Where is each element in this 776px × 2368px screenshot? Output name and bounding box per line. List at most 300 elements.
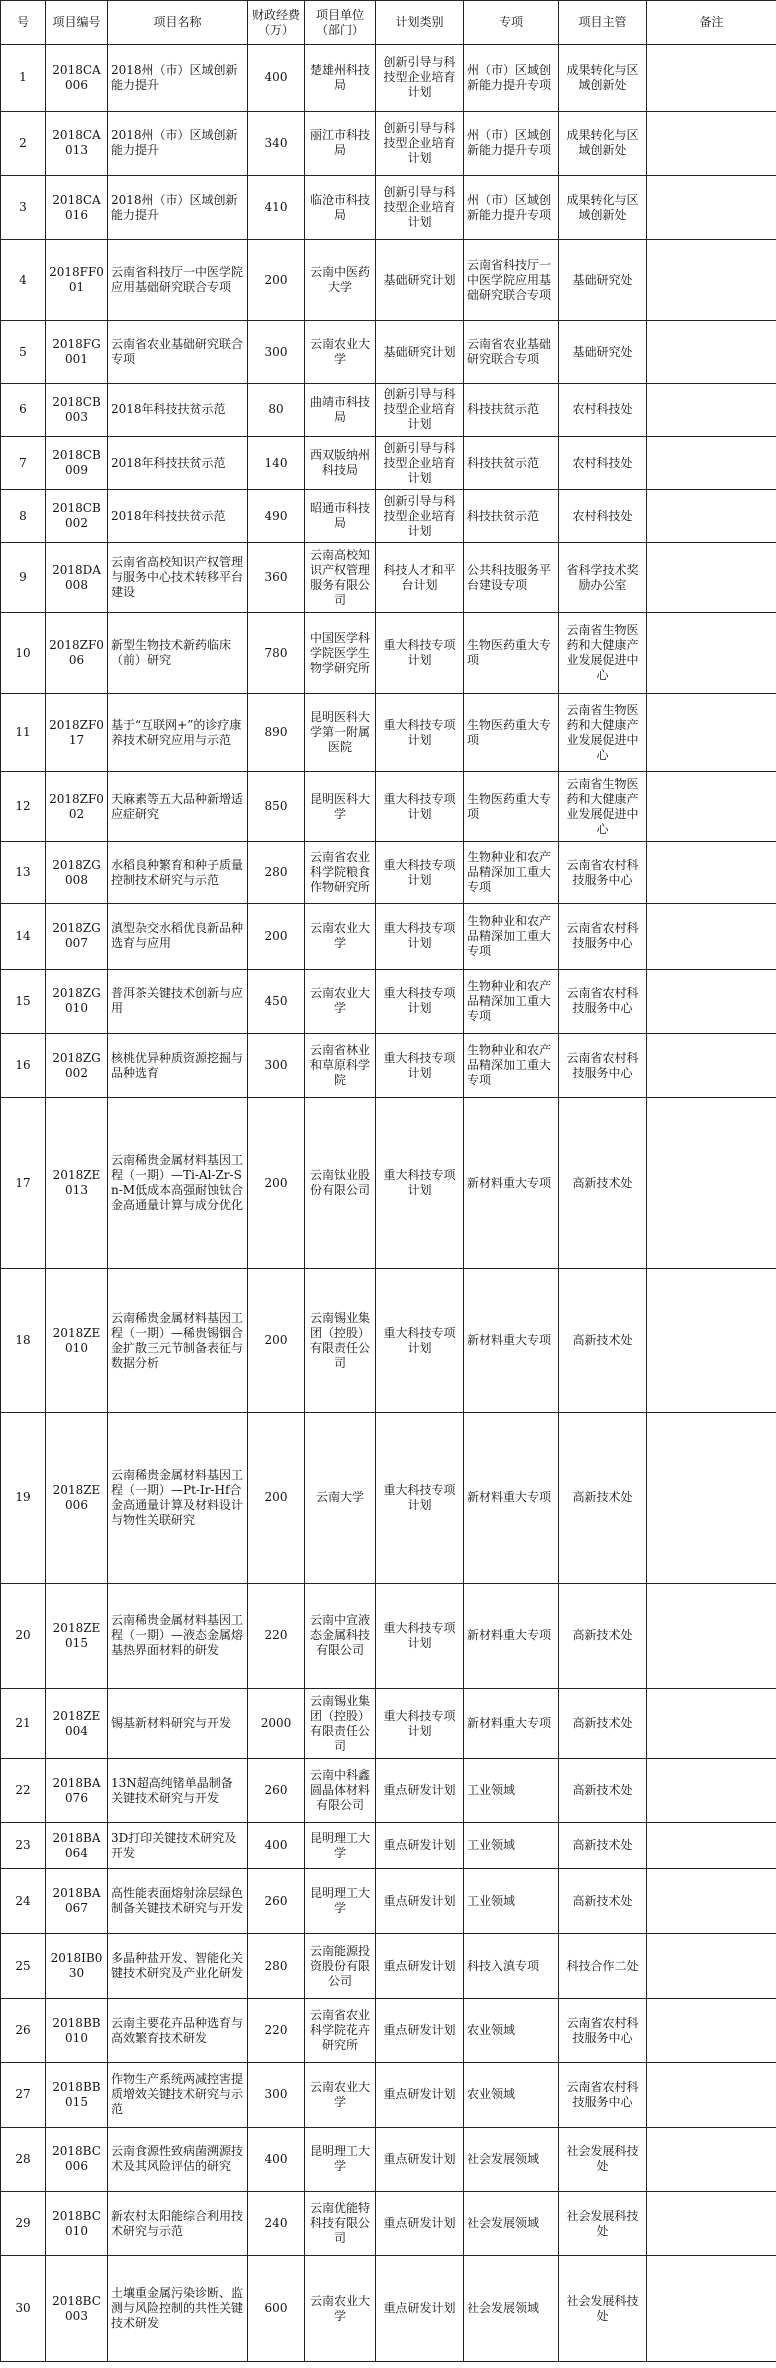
project-unit: 昭通市科技局	[305, 490, 376, 543]
remarks	[647, 772, 776, 842]
special-program: 生物医药重大专项	[464, 694, 559, 772]
project-name: 2018年科技扶贫示范	[108, 490, 248, 543]
table-row	[1, 1034, 776, 1098]
funding-amount: 490	[248, 490, 305, 543]
remarks	[647, 1583, 776, 1688]
plan-category: 重点研发计划	[376, 2256, 464, 2362]
project-code: 2018CB009	[46, 436, 108, 489]
project-name: 2018年科技扶贫示范	[108, 383, 248, 436]
project-name: 云南稀贵金属材料基因工程（一期）—Pt-Ir-Hf合金高通量计算及材料设计与物性关联研究	[108, 1412, 248, 1583]
special-program: 云南省农业基础研究联合专项	[464, 321, 559, 383]
project-name: 2018州（市）区域创新能力提升	[108, 45, 248, 112]
remarks	[647, 2127, 776, 2191]
project-code: 2018DA008	[46, 543, 108, 613]
project-unit: 云南省林业和草原科学院	[305, 1034, 376, 1098]
project-name: 滇型杂交水稻优良新品种选育与应用	[108, 904, 248, 970]
row-index: 12	[1, 772, 46, 842]
funding-amount: 300	[248, 321, 305, 383]
plan-category: 重点研发计划	[376, 2127, 464, 2191]
remarks	[647, 1034, 776, 1098]
project-name: 新农村太阳能综合利用技术研究与示范	[108, 2191, 248, 2255]
project-unit: 云南能源投资股份有限公司	[305, 1934, 376, 1998]
special-program: 生物种业和农产品精深加工重大专项	[464, 904, 559, 970]
table-row	[1, 904, 776, 970]
project-supervisor: 农村科技处	[559, 383, 647, 436]
special-program: 州（市）区域创新能力提升专项	[464, 176, 559, 240]
project-unit: 丽江市科技局	[305, 111, 376, 175]
table-row	[1, 969, 776, 1033]
remarks	[647, 383, 776, 436]
project-code: 2018CB002	[46, 490, 108, 543]
special-program: 生物种业和农产品精深加工重大专项	[464, 1034, 559, 1098]
table-row	[1, 1998, 776, 2062]
special-program: 新材料重大专项	[464, 1098, 559, 1269]
project-code: 2018ZG010	[46, 969, 108, 1033]
row-index: 11	[1, 694, 46, 772]
remarks	[647, 969, 776, 1033]
project-code: 2018ZE004	[46, 1689, 108, 1759]
table-row	[1, 321, 776, 383]
funding-amount: 280	[248, 1934, 305, 1998]
funding-amount: 410	[248, 176, 305, 240]
plan-category: 重大科技专项计划	[376, 772, 464, 842]
special-program: 农业领域	[464, 1998, 559, 2062]
project-supervisor: 基础研究处	[559, 321, 647, 383]
funding-amount: 260	[248, 1759, 305, 1823]
funding-amount: 140	[248, 436, 305, 489]
funding-amount: 260	[248, 1868, 305, 1934]
funding-amount: 2000	[248, 1689, 305, 1759]
project-name: 2018州（市）区域创新能力提升	[108, 176, 248, 240]
table-row	[1, 2127, 776, 2191]
remarks	[647, 490, 776, 543]
table-row	[1, 842, 776, 904]
funding-amount: 400	[248, 1823, 305, 1869]
funding-amount: 200	[248, 1412, 305, 1583]
plan-category: 创新引导与科技型企业培育计划	[376, 45, 464, 112]
plan-category: 科技人才和平台计划	[376, 543, 464, 613]
special-program: 科技扶贫示范	[464, 436, 559, 489]
row-index: 22	[1, 1759, 46, 1823]
project-unit: 云南农业大学	[305, 969, 376, 1033]
plan-category: 重点研发计划	[376, 1759, 464, 1823]
project-name: 普洱茶关键技术创新与应用	[108, 969, 248, 1033]
table-header-row	[1, 1, 776, 45]
remarks	[647, 436, 776, 489]
plan-category: 重点研发计划	[376, 1934, 464, 1998]
remarks	[647, 240, 776, 321]
special-program: 社会发展领域	[464, 2127, 559, 2191]
table-row	[1, 1583, 776, 1688]
table-row	[1, 543, 776, 613]
remarks	[647, 1412, 776, 1583]
header-project-code: 项目编号	[46, 1, 108, 45]
table-row	[1, 240, 776, 321]
special-program: 生物种业和农产品精深加工重大专项	[464, 969, 559, 1033]
row-index: 7	[1, 436, 46, 489]
header-funding: 财政经费（万）	[248, 1, 305, 45]
project-name: 云南稀贵金属材料基因工程（一期）—液态金属熔基热界面材料的研发	[108, 1583, 248, 1688]
project-supervisor: 高新技术处	[559, 1583, 647, 1688]
project-name: 云南省农业基础研究联合专项	[108, 321, 248, 383]
funding-amount: 360	[248, 543, 305, 613]
project-supervisor: 云南省生物医药和大健康产业发展促进中心	[559, 694, 647, 772]
plan-category: 重大科技专项计划	[376, 694, 464, 772]
row-index: 30	[1, 2256, 46, 2362]
remarks	[647, 1823, 776, 1869]
special-program: 生物医药重大专项	[464, 613, 559, 694]
project-supervisor: 成果转化与区域创新处	[559, 176, 647, 240]
project-name: 锡基新材料研究与开发	[108, 1689, 248, 1759]
funding-amount: 600	[248, 2256, 305, 2362]
header-supervisor: 项目主管	[559, 1, 647, 45]
project-code: 2018FG001	[46, 321, 108, 383]
table-row	[1, 2191, 776, 2255]
project-unit: 云南中科鑫圆晶体材料有限公司	[305, 1759, 376, 1823]
table-row	[1, 1098, 776, 1269]
project-unit: 云南农业大学	[305, 904, 376, 970]
row-index: 24	[1, 1868, 46, 1934]
project-unit: 云南中宣液态金属科技有限公司	[305, 1583, 376, 1688]
special-program: 云南省科技厅一中医学院应用基础研究联合专项	[464, 240, 559, 321]
plan-category: 重大科技专项计划	[376, 1269, 464, 1412]
remarks	[647, 2256, 776, 2362]
special-program: 生物种业和农产品精深加工重大专项	[464, 842, 559, 904]
plan-category: 重点研发计划	[376, 2191, 464, 2255]
project-supervisor: 云南省农村科技服务中心	[559, 904, 647, 970]
funding-amount: 280	[248, 842, 305, 904]
plan-category: 重大科技专项计划	[376, 969, 464, 1033]
row-index: 20	[1, 1583, 46, 1688]
plan-category: 创新引导与科技型企业培育计划	[376, 176, 464, 240]
project-code: 2018ZE013	[46, 1098, 108, 1269]
project-supervisor: 社会发展科技处	[559, 2191, 647, 2255]
funding-amount: 400	[248, 45, 305, 112]
plan-category: 重大科技专项计划	[376, 842, 464, 904]
plan-category: 重大科技专项计划	[376, 904, 464, 970]
project-code: 2018FF001	[46, 240, 108, 321]
plan-category: 重点研发计划	[376, 1868, 464, 1934]
project-unit: 云南省农业科学院花卉研究所	[305, 1998, 376, 2062]
funding-amount: 850	[248, 772, 305, 842]
project-unit: 楚雄州科技局	[305, 45, 376, 112]
project-unit: 临沧市科技局	[305, 176, 376, 240]
funding-amount: 220	[248, 1583, 305, 1688]
project-supervisor: 基础研究处	[559, 240, 647, 321]
remarks	[647, 904, 776, 970]
funding-amount: 200	[248, 904, 305, 970]
project-supervisor: 高新技术处	[559, 1759, 647, 1823]
plan-category: 基础研究计划	[376, 321, 464, 383]
plan-category: 重点研发计划	[376, 1823, 464, 1869]
table-row	[1, 490, 776, 543]
project-name: 基于“互联网+”的诊疗康养技术研究应用与示范	[108, 694, 248, 772]
table-row	[1, 436, 776, 489]
project-supervisor: 高新技术处	[559, 1868, 647, 1934]
funding-amount: 780	[248, 613, 305, 694]
project-unit: 云南农业大学	[305, 2063, 376, 2127]
project-code: 2018BA064	[46, 1823, 108, 1869]
row-index: 26	[1, 1998, 46, 2062]
project-unit: 曲靖市科技局	[305, 383, 376, 436]
row-index: 4	[1, 240, 46, 321]
project-unit: 云南农业大学	[305, 2256, 376, 2362]
funding-amount: 200	[248, 1098, 305, 1269]
row-index: 25	[1, 1934, 46, 1998]
row-index: 6	[1, 383, 46, 436]
project-name: 3D打印关键技术研究及开发	[108, 1823, 248, 1869]
project-name: 新型生物技术新药临床（前）研究	[108, 613, 248, 694]
project-name: 高性能表面熔射涂层绿色制备关键技术研究与开发	[108, 1868, 248, 1934]
table-row	[1, 2063, 776, 2127]
project-unit: 云南大学	[305, 1412, 376, 1583]
project-code: 2018BC003	[46, 2256, 108, 2362]
project-code: 2018ZF017	[46, 694, 108, 772]
row-index: 10	[1, 613, 46, 694]
row-index: 27	[1, 2063, 46, 2127]
special-program: 生物医药重大专项	[464, 772, 559, 842]
project-code: 2018BA067	[46, 1868, 108, 1934]
funding-amount: 450	[248, 969, 305, 1033]
project-name: 天麻素等五大品种新增适应症研究	[108, 772, 248, 842]
remarks	[647, 694, 776, 772]
project-unit: 云南锡业集团（控股）有限责任公司	[305, 1689, 376, 1759]
project-name: 水稻良种繁育和种子质量控制技术研究与示范	[108, 842, 248, 904]
table-row	[1, 1412, 776, 1583]
project-code: 2018ZG002	[46, 1034, 108, 1098]
funding-amount: 300	[248, 1034, 305, 1098]
project-unit: 云南农业大学	[305, 321, 376, 383]
project-supervisor: 科技合作二处	[559, 1934, 647, 1998]
plan-category: 创新引导与科技型企业培育计划	[376, 111, 464, 175]
project-code: 2018ZF002	[46, 772, 108, 842]
plan-category: 重点研发计划	[376, 2063, 464, 2127]
row-index: 3	[1, 176, 46, 240]
remarks	[647, 1868, 776, 1934]
header-project-name: 项目名称	[108, 1, 248, 45]
header-special-program: 专项	[464, 1, 559, 45]
project-supervisor: 云南省生物医药和大健康产业发展促进中心	[559, 772, 647, 842]
row-index: 14	[1, 904, 46, 970]
table-row	[1, 1759, 776, 1823]
funding-amount: 240	[248, 2191, 305, 2255]
project-supervisor: 社会发展科技处	[559, 2256, 647, 2362]
project-supervisor: 云南省农村科技服务中心	[559, 1034, 647, 1098]
remarks	[647, 1998, 776, 2062]
remarks	[647, 1689, 776, 1759]
special-program: 州（市）区域创新能力提升专项	[464, 111, 559, 175]
table-row	[1, 111, 776, 175]
special-program: 农业领域	[464, 2063, 559, 2127]
funding-amount: 890	[248, 694, 305, 772]
special-program: 工业领域	[464, 1868, 559, 1934]
plan-category: 重大科技专项计划	[376, 1689, 464, 1759]
remarks	[647, 613, 776, 694]
row-index: 13	[1, 842, 46, 904]
row-index: 1	[1, 45, 46, 112]
project-supervisor: 社会发展科技处	[559, 2127, 647, 2191]
funding-amount: 340	[248, 111, 305, 175]
project-unit: 昆明医科大学	[305, 772, 376, 842]
funding-amount: 200	[248, 240, 305, 321]
special-program: 社会发展领域	[464, 2256, 559, 2362]
header-remarks: 备注	[647, 1, 776, 45]
project-code: 2018CB003	[46, 383, 108, 436]
remarks	[647, 1098, 776, 1269]
row-index: 29	[1, 2191, 46, 2255]
row-index: 8	[1, 490, 46, 543]
plan-category: 重大科技专项计划	[376, 1034, 464, 1098]
project-name: 云南省科技厅一中医学院应用基础研究联合专项	[108, 240, 248, 321]
project-unit: 云南省农业科学院粮食作物研究所	[305, 842, 376, 904]
table-row	[1, 2256, 776, 2362]
project-code: 2018BB010	[46, 1998, 108, 2062]
project-unit: 中国医学科学院医学生物学研究所	[305, 613, 376, 694]
table-row	[1, 176, 776, 240]
project-name: 云南主要花卉品种选育与高效繁育技术研发	[108, 1998, 248, 2062]
table-row	[1, 772, 776, 842]
special-program: 科技扶贫示范	[464, 383, 559, 436]
project-name: 13N超高纯锗单晶制备关键技术研究与开发	[108, 1759, 248, 1823]
project-code: 2018CA016	[46, 176, 108, 240]
plan-category: 重点研发计划	[376, 1998, 464, 2062]
project-name: 2018州（市）区域创新能力提升	[108, 111, 248, 175]
project-unit: 云南高校知识产权管理服务有限公司	[305, 543, 376, 613]
project-unit: 昆明理工大学	[305, 1823, 376, 1869]
header-plan-category: 计划类别	[376, 1, 464, 45]
project-supervisor: 云南省农村科技服务中心	[559, 842, 647, 904]
remarks	[647, 111, 776, 175]
row-index: 18	[1, 1269, 46, 1412]
special-program: 工业领域	[464, 1759, 559, 1823]
remarks	[647, 1759, 776, 1823]
project-supervisor: 云南省农村科技服务中心	[559, 1998, 647, 2062]
project-name: 云南省高校知识产权管理与服务中心技术转移平台建设	[108, 543, 248, 613]
row-index: 17	[1, 1098, 46, 1269]
special-program: 科技扶贫示范	[464, 490, 559, 543]
table-row	[1, 1868, 776, 1934]
project-code: 2018BB015	[46, 2063, 108, 2127]
table-row	[1, 383, 776, 436]
row-index: 9	[1, 543, 46, 613]
table-row	[1, 1269, 776, 1412]
project-code: 2018BC010	[46, 2191, 108, 2255]
project-supervisor: 云南省生物医药和大健康产业发展促进中心	[559, 613, 647, 694]
project-code: 2018BC006	[46, 2127, 108, 2191]
remarks	[647, 321, 776, 383]
project-code: 2018ZE010	[46, 1269, 108, 1412]
remarks	[647, 842, 776, 904]
special-program: 州（市）区域创新能力提升专项	[464, 45, 559, 112]
project-code: 2018ZF006	[46, 613, 108, 694]
project-name: 云南食源性致病菌溯源技术及其风险评估的研究	[108, 2127, 248, 2191]
project-code: 2018ZE006	[46, 1412, 108, 1583]
remarks	[647, 543, 776, 613]
funding-amount: 200	[248, 1269, 305, 1412]
special-program: 社会发展领域	[464, 2191, 559, 2255]
table-row	[1, 1934, 776, 1998]
project-name: 2018年科技扶贫示范	[108, 436, 248, 489]
project-code: 2018ZE015	[46, 1583, 108, 1688]
remarks	[647, 1934, 776, 1998]
plan-category: 创新引导与科技型企业培育计划	[376, 383, 464, 436]
header-unit: 项目单位（部门）	[305, 1, 376, 45]
project-unit: 云南优能特科技有限公司	[305, 2191, 376, 2255]
project-supervisor: 高新技术处	[559, 1269, 647, 1412]
remarks	[647, 45, 776, 112]
project-name: 作物生产系统两减控害提质增效关键技术研究与示范	[108, 2063, 248, 2127]
plan-category: 基础研究计划	[376, 240, 464, 321]
project-code: 2018CA006	[46, 45, 108, 112]
project-unit: 云南中医药大学	[305, 240, 376, 321]
funding-amount: 220	[248, 1998, 305, 2062]
plan-category: 创新引导与科技型企业培育计划	[376, 436, 464, 489]
row-index: 23	[1, 1823, 46, 1869]
project-code: 2018ZG008	[46, 842, 108, 904]
row-index: 2	[1, 111, 46, 175]
project-supervisor: 云南省农村科技服务中心	[559, 2063, 647, 2127]
special-program: 新材料重大专项	[464, 1412, 559, 1583]
special-program: 新材料重大专项	[464, 1583, 559, 1688]
project-supervisor: 农村科技处	[559, 490, 647, 543]
table-row	[1, 1823, 776, 1869]
table-row	[1, 1689, 776, 1759]
project-supervisor: 高新技术处	[559, 1689, 647, 1759]
row-index: 28	[1, 2127, 46, 2191]
project-supervisor: 省科学技术奖励办公室	[559, 543, 647, 613]
project-unit: 云南钛业股份有限公司	[305, 1098, 376, 1269]
project-name: 土壤重金属污染诊断、监测与风险控制的共性关键技术研发	[108, 2256, 248, 2362]
project-unit: 西双版纳州科技局	[305, 436, 376, 489]
project-supervisor: 高新技术处	[559, 1098, 647, 1269]
project-unit: 昆明理工大学	[305, 2127, 376, 2191]
project-supervisor: 成果转化与区域创新处	[559, 111, 647, 175]
remarks	[647, 2063, 776, 2127]
project-supervisor: 成果转化与区域创新处	[559, 45, 647, 112]
special-program: 工业领域	[464, 1823, 559, 1869]
project-name: 云南稀贵金属材料基因工程（一期）—Ti-Al-Zr-Sn-M低成本高强耐蚀钛合金高通量计算与成分优化	[108, 1098, 248, 1269]
table-row	[1, 613, 776, 694]
project-supervisor: 云南省农村科技服务中心	[559, 969, 647, 1033]
special-program: 公共科技服务平台建设专项	[464, 543, 559, 613]
project-name: 云南稀贵金属材料基因工程（一期）—稀贵锡铟合金扩散三元节制备表征与数据分析	[108, 1269, 248, 1412]
project-code: 2018IB030	[46, 1934, 108, 1998]
plan-category: 重大科技专项计划	[376, 1098, 464, 1269]
header-index: 号	[1, 1, 46, 45]
project-unit: 云南锡业集团（控股）有限责任公司	[305, 1269, 376, 1412]
project-name: 多晶种盐开发、智能化关键技术研究及产业化研发	[108, 1934, 248, 1998]
project-supervisor: 高新技术处	[559, 1823, 647, 1869]
project-code: 2018ZG007	[46, 904, 108, 970]
row-index: 5	[1, 321, 46, 383]
row-index: 16	[1, 1034, 46, 1098]
plan-category: 创新引导与科技型企业培育计划	[376, 490, 464, 543]
project-supervisor: 高新技术处	[559, 1412, 647, 1583]
table-row	[1, 45, 776, 112]
special-program: 新材料重大专项	[464, 1689, 559, 1759]
project-code: 2018CA013	[46, 111, 108, 175]
special-program: 科技入滇专项	[464, 1934, 559, 1998]
funding-amount: 400	[248, 2127, 305, 2191]
row-index: 15	[1, 969, 46, 1033]
plan-category: 重大科技专项计划	[376, 1412, 464, 1583]
remarks	[647, 2191, 776, 2255]
remarks	[647, 1269, 776, 1412]
plan-category: 重大科技专项计划	[376, 1583, 464, 1688]
table-row	[1, 694, 776, 772]
project-code: 2018BA076	[46, 1759, 108, 1823]
special-program: 新材料重大专项	[464, 1269, 559, 1412]
